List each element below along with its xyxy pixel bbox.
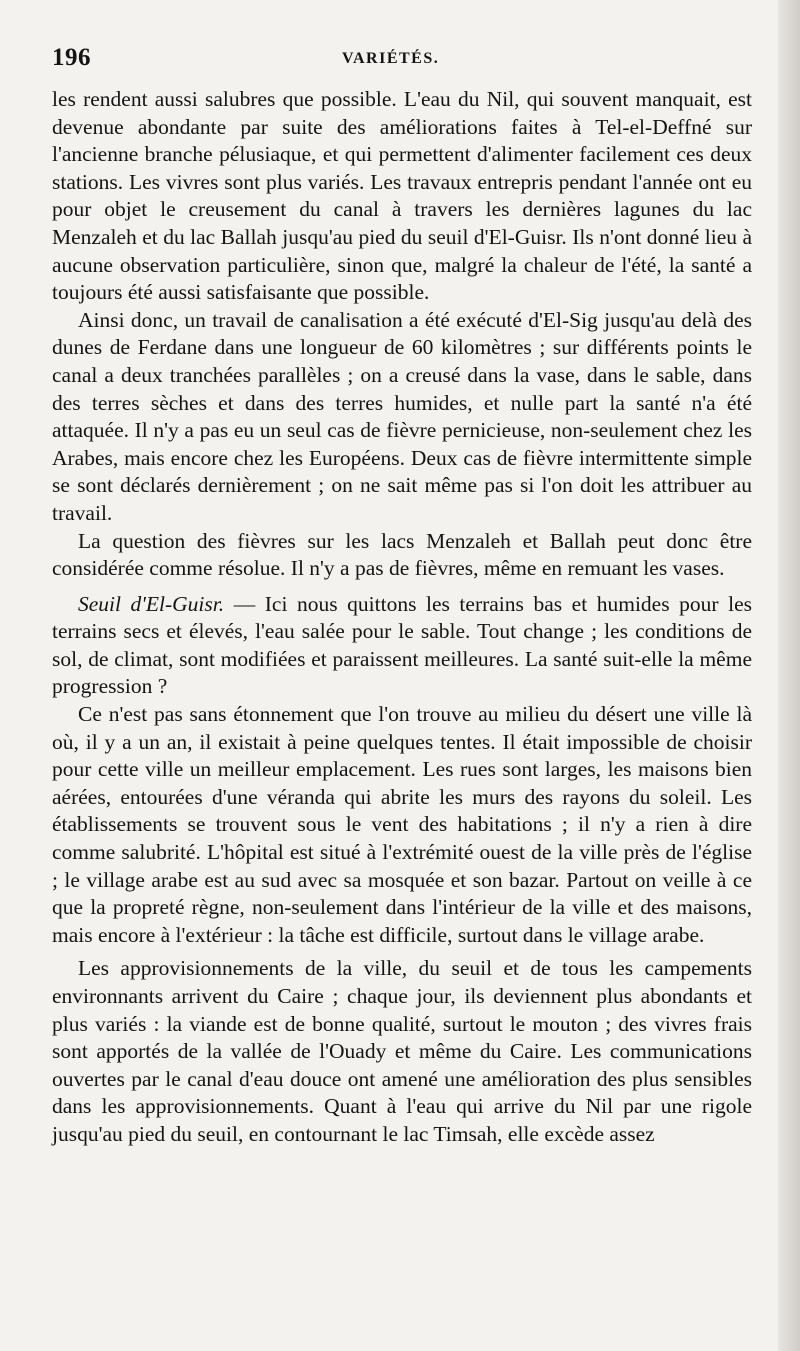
page-edge-shadow	[778, 0, 800, 1351]
paragraph-text: les rendent aussi salubres que possible. L'eau du Nil, qui souvent manquait, est devenue abondante par suite des améliorations faites à Tel-el-Deffné sur l'ancienne branche pélusiaque, et qui permettent d'alimenter facilement ces deux stations. Les vivres sont plus variés. Les travaux entrepris pendant l'année ont eu pour objet le creusement du canal à travers les dernières lagunes du lac Menzaleh et du lac Ballah jusqu'au pied du seuil d'El-Guisr. Ils n'ont donné lieu à aucune observation particulière, sinon que, malgré la chaleur de l'été, la santé a toujours été aussi satisfaisante que possible.	[52, 87, 752, 305]
paragraph	[52, 701, 752, 949]
paragraph	[52, 528, 752, 583]
paragraph-text: — Ici nous quittons les terrains bas et humides pour les terrains secs et élevés, l'eau salée pour le sable. Tout change ; les conditions de sol, de climat, sont modifiées et paraissent meilleures. La santé suit-elle la même progression ?	[52, 591, 752, 699]
body-text	[52, 86, 752, 1149]
paragraph-text: Les approvisionnements de la ville, du seuil et de tous les campements environnants arrivent du Caire ; chaque jour, ils deviennent plus abondants et plus variés : la viande est de bonne qualité, surtout le mouton ; des vivres frais sont apportés de la vallée de l'Ouady et même du Caire. Les communications ouvertes par le canal d'eau douce ont amené une amélioration des plus sensibles dans les approvisionnements. Quant à l'eau qui arrive du Nil par une rigole jusqu'au pied du seuil, en contournant le lac Timsah, elle excède assez	[52, 956, 752, 1146]
paragraph-continued	[52, 86, 752, 307]
section-paragraph	[52, 591, 752, 701]
paragraph	[52, 307, 752, 528]
paragraph-text: Ainsi donc, un travail de canalisation a été exécuté d'El-Sig jusqu'au delà des dunes de Ferdane dans une longueur de 60 kilomètres ; sur différents points le canal a deux tranchées parallèles ; on a creusé dans la vase, dans le sable, dans des terres sèches et dans des terres humides, et nulle part la santé n'a été attaquée. Il n'y a pas eu un seul cas de fièvre pernicieuse, non-seulement chez les Arabes, mais encore chez les Européens. Deux cas de fièvre intermittente simple se sont déclarés dernièrement ; on ne sait même pas si l'on doit les attribuer au travail.	[52, 307, 752, 525]
paragraph-text: Ce n'est pas sans étonnement que l'on trouve au milieu du désert une ville là où, il y a un an, il existait à peine quelques tentes. Il était impossible de choisir pour cette ville un meilleur emplacement. Les rues sont larges, les maisons bien aérées, entourées d'une véranda qui abrite les murs des rayons du soleil. Les établissements se trouvent sous le vent des habitations ; il n'y a rien à dire comme salubrité. L'hôpital est situé à l'extrémité ouest de la ville près de l'église ; le village arabe est au sud avec sa mosquée et son bazar. Partout on veille à ce que la propreté règne, non-seulement dans l'intérieur de la ville et des maisons, mais encore à l'extérieur : la tâche est difficile, surtout dans le village arabe.	[52, 702, 752, 947]
paragraph	[52, 955, 752, 1148]
page-number: 196	[52, 44, 91, 71]
page-header	[52, 44, 760, 78]
running-head: VARIÉTÉS.	[342, 50, 440, 67]
paragraph-text: La question des fièvres sur les lacs Menzaleh et Ballah peut donc être considérée comme résolue. Il n'y a pas de fièvres, même en remuant les vases.	[52, 528, 752, 581]
section-heading: Seuil d'El-Guisr.	[78, 591, 225, 616]
